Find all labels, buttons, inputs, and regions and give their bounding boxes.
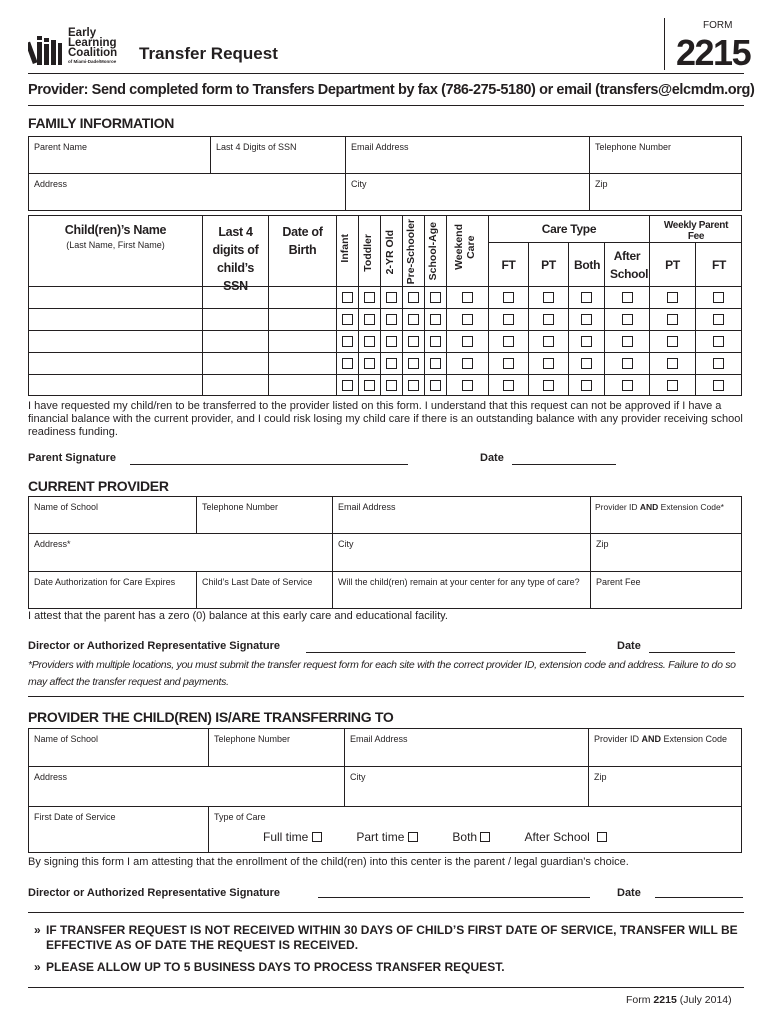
notice-30-days — [34, 923, 742, 953]
care-after-school-checkbox[interactable] — [622, 292, 633, 303]
toddler-cell — [359, 375, 381, 396]
preschool-cell — [403, 309, 425, 331]
instruction-rule — [28, 105, 744, 106]
preschool-checkbox[interactable] — [408, 358, 419, 369]
age-infant-label: Infant — [339, 234, 351, 263]
child-name-cell[interactable] — [29, 287, 203, 309]
age-2yr-label: 2-YR Old — [384, 230, 396, 275]
weekend-checkbox[interactable] — [462, 336, 473, 347]
parent-phone-label: Telephone Number — [595, 142, 672, 152]
age-preschool-label: Pre-Schooler — [405, 219, 417, 285]
school-age-cell — [425, 375, 447, 396]
parent-zip-label: Zip — [595, 179, 608, 189]
current-address-label: Address* — [34, 539, 71, 549]
provider-instruction: Provider: Send completed form to Transfers Department by fax (786-275-5180) or email (transfers@elcmdm.org) — [28, 82, 755, 98]
new-provider-id-field[interactable] — [589, 729, 742, 767]
care-after-school-header — [605, 243, 650, 287]
first-service-field[interactable] — [29, 807, 209, 853]
care-pt-cell — [529, 375, 569, 396]
weekend-checkbox[interactable] — [462, 292, 473, 303]
care-ft-checkbox[interactable] — [503, 336, 514, 347]
fee-ft-header: FT — [696, 243, 742, 287]
notice-5-days-text: PLEASE ALLOW UP TO 5 BUSINESS DAYS TO PROCESS TRANSFER REQUEST. — [46, 960, 505, 974]
parent-date-line[interactable] — [512, 464, 616, 465]
fee-pt-cell — [650, 331, 696, 353]
fee-ft-cell — [696, 331, 742, 353]
child-ssn-cell[interactable] — [203, 287, 269, 309]
infant-checkbox[interactable] — [342, 314, 353, 325]
fee-ft-cell — [696, 309, 742, 331]
toddler-checkbox[interactable] — [364, 336, 375, 347]
weekend-checkbox[interactable] — [462, 314, 473, 325]
preschool-cell — [403, 331, 425, 353]
weekly-fee-header: Weekly Parent Fee — [650, 216, 742, 243]
school-age-cell — [425, 287, 447, 309]
form-title: Transfer Request — [139, 44, 278, 63]
school-age-checkbox[interactable] — [430, 358, 441, 369]
notice-5-days — [34, 960, 742, 975]
child-ssn-cell[interactable] — [203, 331, 269, 353]
logo-word-coalition: Coalition — [68, 47, 118, 59]
fee-ft-checkbox[interactable] — [713, 358, 724, 369]
current-phone-label: Telephone Number — [202, 502, 279, 512]
child-ssn-title-3: child’s SSN — [216, 261, 255, 293]
fee-pt-checkbox[interactable] — [667, 292, 678, 303]
child-ssn-title-1: Last 4 — [218, 225, 253, 239]
care-ft-cell — [489, 353, 529, 375]
child-ssn-cell[interactable] — [203, 375, 269, 396]
new-provider-box — [28, 728, 742, 853]
toddler-checkbox[interactable] — [364, 292, 375, 303]
care-ft-checkbox[interactable] — [503, 292, 514, 303]
type-of-care-label: Type of Care — [214, 812, 266, 822]
current-director-signature-line[interactable] — [306, 652, 586, 653]
care-both-header: Both — [569, 243, 605, 287]
fee-pt-cell — [650, 375, 696, 396]
after-school-label: After School — [524, 830, 590, 844]
care-after-school-cell — [605, 353, 650, 375]
fee-pt-checkbox[interactable] — [667, 336, 678, 347]
care-pt-cell — [529, 331, 569, 353]
logo-word-learning: Learning — [68, 37, 117, 49]
family-info-box — [28, 136, 742, 211]
care-after-school-cell — [605, 309, 650, 331]
child-name-title: Child(ren)’s Name — [64, 223, 167, 237]
remain-care-label: Will the child(ren) remain at your center for any type of care? — [338, 577, 580, 587]
logo-subtitle: of Miami-Dade/Monroe — [68, 59, 117, 64]
last-service-label: Child’s Last Date of Service — [202, 577, 313, 587]
both-label: Both — [452, 830, 478, 844]
fee-pt-cell — [650, 287, 696, 309]
current-provider-id-pre: Provider ID — [595, 502, 640, 512]
fee-pt-checkbox[interactable] — [667, 314, 678, 325]
parent-city-field[interactable] — [346, 174, 590, 211]
care-pt-checkbox[interactable] — [543, 292, 554, 303]
new-provider-id-pre: Provider ID — [594, 734, 642, 744]
care-type-header: Care Type — [489, 216, 650, 243]
weekend-word: Weekend — [453, 224, 465, 270]
care-both-cell — [569, 353, 605, 375]
care-ft-checkbox[interactable] — [503, 314, 514, 325]
new-director-signature-label: Director or Authorized Representative Signature — [28, 887, 281, 899]
current-provider-id-field[interactable] — [591, 497, 742, 534]
care-after-school-checkbox[interactable] — [622, 314, 633, 325]
preschool-checkbox[interactable] — [408, 380, 419, 391]
notice-divider — [28, 912, 744, 913]
weekend-cell — [447, 309, 489, 331]
current-zip-field[interactable] — [591, 534, 742, 572]
child-dob-cell[interactable] — [269, 331, 337, 353]
logo-word-early: Early — [68, 27, 97, 39]
child-dob-header — [269, 216, 337, 287]
footer-pre: Form — [626, 994, 654, 1006]
care-pt-checkbox[interactable] — [543, 358, 554, 369]
care-after-school-cell — [605, 375, 650, 396]
care-word: Care — [465, 235, 477, 259]
infant-checkbox[interactable] — [342, 336, 353, 347]
full-time-label: Full time — [263, 830, 309, 844]
two-yr-cell — [381, 331, 403, 353]
two-yr-checkbox[interactable] — [386, 292, 397, 303]
new-provider-id-post: Extension Code — [661, 734, 728, 744]
parent-fee-label: Parent Fee — [596, 577, 641, 587]
new-provider-title: PROVIDER THE CHILD(REN) IS/ARE TRANSFERRING TO — [28, 709, 394, 725]
preschool-checkbox[interactable] — [408, 292, 419, 303]
fee-ft-cell — [696, 353, 742, 375]
new-zip-label: Zip — [594, 772, 607, 782]
parent-ssn-label: Last 4 Digits of SSN — [216, 142, 297, 152]
care-ft-cell — [489, 287, 529, 309]
child-ssn-cell[interactable] — [203, 353, 269, 375]
preschool-cell — [403, 353, 425, 375]
new-zip-field[interactable] — [589, 767, 742, 807]
care-pt-cell — [529, 287, 569, 309]
fee-ft-checkbox[interactable] — [713, 336, 724, 347]
preschool-cell — [403, 375, 425, 396]
care-both-checkbox[interactable] — [581, 314, 592, 325]
two-yr-cell — [381, 375, 403, 396]
two-yr-checkbox[interactable] — [386, 336, 397, 347]
child-dob-cell[interactable] — [269, 287, 337, 309]
age-toddler-label: Toddler — [362, 234, 374, 272]
infant-cell — [337, 353, 359, 375]
child-dob-title-2: Birth — [288, 243, 317, 257]
child-name-cell[interactable] — [29, 309, 203, 331]
guardian-choice-statement: By signing this form I am attesting that the enrollment of the child(ren) into this center is the parent / legal guardian’s choice. — [28, 856, 629, 868]
current-provider-title: CURRENT PROVIDER — [28, 478, 169, 494]
part-time-label: Part time — [356, 830, 405, 844]
two-yr-cell — [381, 309, 403, 331]
weekend-cell — [447, 331, 489, 353]
part-time-option[interactable] — [356, 830, 417, 844]
toddler-checkbox[interactable] — [364, 358, 375, 369]
new-date-line[interactable] — [655, 897, 743, 898]
form-label: FORM — [703, 20, 733, 31]
care-both-cell — [569, 287, 605, 309]
parent-address-label: Address — [34, 179, 68, 189]
section-divider — [28, 696, 744, 697]
care-both-cell — [569, 309, 605, 331]
infant-cell — [337, 309, 359, 331]
care-after-school-checkbox[interactable] — [622, 358, 633, 369]
care-ft-cell — [489, 331, 529, 353]
infant-cell — [337, 331, 359, 353]
fee-pt-checkbox[interactable] — [667, 380, 678, 391]
current-email-label: Email Address — [338, 502, 396, 512]
care-after-school-checkbox[interactable] — [622, 380, 633, 391]
two-yr-checkbox[interactable] — [386, 380, 397, 391]
school-age-cell — [425, 309, 447, 331]
new-phone-label: Telephone Number — [214, 734, 291, 744]
current-school-label: Name of School — [34, 502, 99, 512]
form-footer — [626, 994, 732, 1006]
weekend-cell — [447, 353, 489, 375]
care-pt-checkbox[interactable] — [543, 314, 554, 325]
after-school-checkbox[interactable] — [597, 832, 607, 842]
current-city-label: City — [338, 539, 354, 549]
weekend-cell — [447, 287, 489, 309]
current-phone-field[interactable] — [197, 497, 333, 534]
parent-date-label: Date — [480, 452, 504, 464]
child-name-subtitle: (Last Name, First Name) — [66, 240, 165, 250]
current-address-field[interactable] — [29, 534, 333, 572]
weekend-checkbox[interactable] — [462, 358, 473, 369]
weekend-care-label — [453, 224, 477, 270]
child-dob-title-1: Date of — [282, 225, 323, 239]
parent-signature-label: Parent Signature — [28, 452, 117, 464]
care-both-cell — [569, 375, 605, 396]
new-phone-field[interactable] — [209, 729, 345, 767]
toddler-checkbox[interactable] — [364, 380, 375, 391]
two-yr-checkbox[interactable] — [386, 314, 397, 325]
care-both-cell — [569, 331, 605, 353]
care-both-checkbox[interactable] — [581, 380, 592, 391]
infant-cell — [337, 375, 359, 396]
child-dob-cell[interactable] — [269, 375, 337, 396]
elc-logo — [28, 28, 128, 70]
auth-expire-field[interactable] — [29, 572, 197, 609]
school-age-checkbox[interactable] — [430, 380, 441, 391]
care-pt-checkbox[interactable] — [543, 336, 554, 347]
school-age-cell — [425, 331, 447, 353]
infant-cell — [337, 287, 359, 309]
child-ssn-header — [203, 216, 269, 293]
new-address-label: Address — [34, 772, 68, 782]
footer-num: 2215 — [653, 994, 677, 1006]
fee-pt-checkbox[interactable] — [667, 358, 678, 369]
parent-ssn-field[interactable] — [211, 137, 346, 174]
full-time-checkbox[interactable] — [312, 832, 322, 842]
toddler-cell — [359, 309, 381, 331]
current-school-field[interactable] — [29, 497, 197, 534]
new-email-label: Email Address — [350, 734, 408, 744]
last-service-field[interactable] — [197, 572, 333, 609]
care-after-school-cell — [605, 331, 650, 353]
care-both-checkbox[interactable] — [581, 292, 592, 303]
new-provider-id-and: AND — [641, 734, 662, 744]
parent-name-field[interactable] — [29, 137, 211, 174]
parent-phone-field[interactable] — [590, 137, 742, 174]
fee-pt-cell — [650, 309, 696, 331]
infant-checkbox[interactable] — [342, 358, 353, 369]
parent-agreement-text: I have requested my child/ren to be transferred to the provider listed on this form. I understand that this request can not be approved if I have a financial balance with the current provider, and I could risk losing my child care if there is an outstanding balance with any provider receiving school readiness funding. — [28, 400, 743, 438]
preschool-checkbox[interactable] — [408, 336, 419, 347]
new-school-field[interactable] — [29, 729, 209, 767]
fee-ft-checkbox[interactable] — [713, 292, 724, 303]
new-email-field[interactable] — [345, 729, 589, 767]
form-number: 2215 — [676, 32, 751, 73]
care-ft-checkbox[interactable] — [503, 380, 514, 391]
both-checkbox[interactable] — [480, 832, 490, 842]
weekend-checkbox[interactable] — [462, 380, 473, 391]
preschool-cell — [403, 287, 425, 309]
two-yr-cell — [381, 287, 403, 309]
toddler-cell — [359, 287, 381, 309]
care-pt-cell — [529, 353, 569, 375]
fee-ft-checkbox[interactable] — [713, 380, 724, 391]
school-age-checkbox[interactable] — [430, 292, 441, 303]
zero-balance-attest: I attest that the parent has a zero (0) balance at this early care and educational facility. — [28, 610, 448, 622]
school-age-checkbox[interactable] — [430, 314, 441, 325]
toddler-cell — [359, 331, 381, 353]
child-dob-cell[interactable] — [269, 353, 337, 375]
full-time-option[interactable] — [263, 830, 322, 844]
header-rule — [28, 73, 744, 74]
notice-30-days-text: IF TRANSFER REQUEST IS NOT RECEIVED WITHIN 30 DAYS OF CHILD’S FIRST DATE OF SERVICE, TRANSFER WILL BE EFFECTIVE AS OF DATE THE REQUEST IS RECEIVED. — [46, 923, 738, 952]
parent-email-field[interactable] — [346, 137, 590, 174]
new-city-label: City — [350, 772, 366, 782]
care-ft-cell — [489, 309, 529, 331]
preschool-checkbox[interactable] — [408, 314, 419, 325]
care-after-school-checkbox[interactable] — [622, 336, 633, 347]
parent-fee-field[interactable] — [591, 572, 742, 609]
child-name-cell[interactable] — [29, 331, 203, 353]
infant-checkbox[interactable] — [342, 292, 353, 303]
family-section-title: FAMILY INFORMATION — [28, 115, 175, 131]
two-yr-cell — [381, 353, 403, 375]
fee-ft-cell — [696, 375, 742, 396]
footer-post: (July 2014) — [676, 994, 732, 1006]
after-school-option[interactable] — [524, 830, 606, 844]
school-word: School — [610, 267, 649, 281]
current-provider-id-post: Extension Code* — [658, 502, 724, 512]
care-ft-checkbox[interactable] — [503, 358, 514, 369]
child-name-header — [29, 216, 203, 287]
two-yr-checkbox[interactable] — [386, 358, 397, 369]
current-director-signature-label: Director or Authorized Representative Signature — [28, 640, 281, 652]
care-pt-header: PT — [529, 243, 569, 287]
both-option[interactable] — [452, 830, 490, 844]
fee-pt-cell — [650, 353, 696, 375]
toddler-cell — [359, 353, 381, 375]
multiple-locations-note: *Providers with multiple locations, you must submit the transfer request form for each site with the correct provider ID, extension code and address. Failure to do so may affect the transfer request and payments. — [28, 659, 736, 688]
child-ssn-title-2: digits of — [212, 243, 259, 257]
infant-checkbox[interactable] — [342, 380, 353, 391]
current-email-field[interactable] — [333, 497, 591, 534]
current-date-line[interactable] — [649, 652, 735, 653]
child-ssn-cell[interactable] — [203, 309, 269, 331]
header-divider — [664, 18, 665, 70]
parent-address-field[interactable] — [29, 174, 346, 211]
child-dob-cell[interactable] — [269, 309, 337, 331]
child-name-cell[interactable] — [29, 375, 203, 396]
new-director-signature-line[interactable] — [318, 897, 590, 898]
footer-divider — [28, 987, 744, 988]
current-zip-label: Zip — [596, 539, 609, 549]
new-address-field[interactable] — [29, 767, 345, 807]
care-ft-cell — [489, 375, 529, 396]
after-word: After — [613, 249, 641, 263]
age-schoolage-label: School-Age — [427, 222, 439, 281]
weekend-cell — [447, 375, 489, 396]
new-school-label: Name of School — [34, 734, 99, 744]
remain-care-field[interactable] — [333, 572, 591, 609]
fee-ft-cell — [696, 287, 742, 309]
current-provider-id-and: AND — [639, 502, 659, 512]
new-city-field[interactable] — [345, 767, 589, 807]
fee-pt-header: PT — [650, 243, 696, 287]
care-pt-cell — [529, 309, 569, 331]
toddler-checkbox[interactable] — [364, 314, 375, 325]
children-table — [28, 215, 742, 396]
care-pt-checkbox[interactable] — [543, 380, 554, 391]
first-service-label: First Date of Service — [34, 812, 116, 822]
current-provider-box — [28, 496, 742, 609]
parent-name-label: Parent Name — [34, 142, 88, 152]
care-ft-header: FT — [489, 243, 529, 287]
child-name-cell[interactable] — [29, 353, 203, 375]
auth-expire-label: Date Authorization for Care Expires — [34, 577, 176, 587]
parent-zip-field[interactable] — [590, 174, 742, 211]
new-date-label: Date — [617, 887, 641, 899]
parent-signature-line[interactable] — [130, 464, 408, 465]
books-logo-icon — [28, 32, 64, 66]
type-of-care-field — [209, 807, 742, 853]
part-time-checkbox[interactable] — [408, 832, 418, 842]
fee-ft-checkbox[interactable] — [713, 314, 724, 325]
bullet-chevron-icon: » — [34, 923, 41, 937]
parent-city-label: City — [351, 179, 367, 189]
school-age-checkbox[interactable] — [430, 336, 441, 347]
bullet-chevron-icon: » — [34, 960, 41, 974]
school-age-cell — [425, 353, 447, 375]
current-date-label: Date — [617, 640, 641, 652]
care-both-checkbox[interactable] — [581, 358, 592, 369]
care-after-school-cell — [605, 287, 650, 309]
parent-email-label: Email Address — [351, 142, 409, 152]
current-city-field[interactable] — [333, 534, 591, 572]
care-both-checkbox[interactable] — [581, 336, 592, 347]
